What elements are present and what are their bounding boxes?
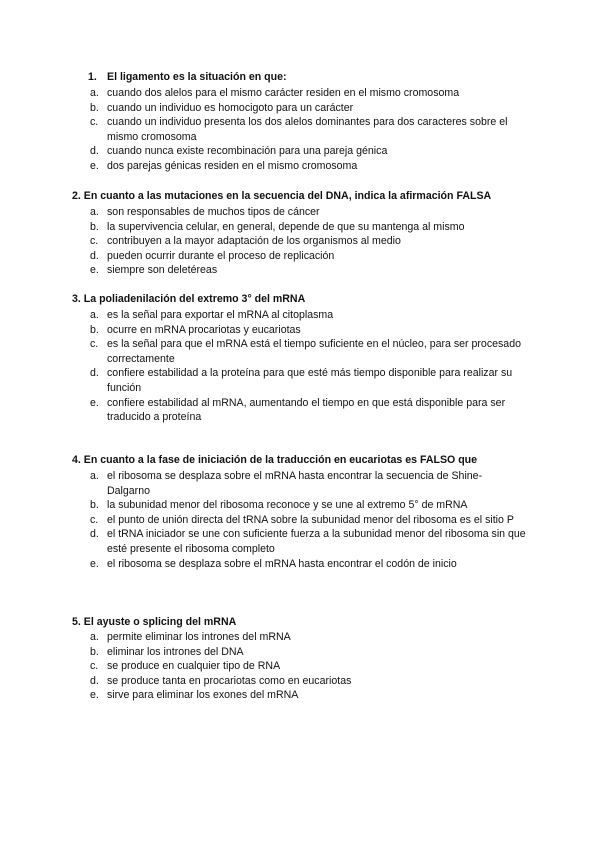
option-text: se produce tanta en procariotas como en eucariotas [107, 674, 352, 687]
option-letter: c. [90, 116, 99, 129]
option-text: confiere estabilidad a la proteína para que esté más tiempo disponible para realizar su función [107, 367, 513, 394]
option-text: la subunidad menor del ribosoma reconoce y se une al extremo 5° de mRNA [107, 499, 468, 512]
option-text: permite eliminar los intrones del mRNA [107, 631, 291, 643]
question-title: El ligamento es la situación en que: [107, 71, 287, 83]
option-letter: c. [90, 660, 99, 673]
option-letter: a. [90, 87, 99, 99]
option-text: contribuyen a la mayor adaptación de los organismos al medio [107, 235, 401, 248]
option-c [0, 115, 600, 144]
option-b [0, 101, 600, 116]
option-d [0, 527, 600, 556]
option-text: es la señal para que el mRNA está el tiempo suficiente en el núcleo, para ser procesado correctamente [107, 338, 521, 365]
option-text: cuando dos alelos para el mismo carácter residen en el mismo cromosoma [107, 87, 460, 99]
option-letter: b. [90, 645, 99, 658]
option-text: es la señal para exportar el mRNA al citoplasma [107, 309, 334, 321]
option-e [0, 263, 600, 278]
option-letter: c. [90, 235, 99, 248]
option-c [0, 234, 600, 249]
option-text: siempre son deletéreas [107, 264, 218, 277]
options-list [0, 86, 600, 174]
option-letter: d. [90, 674, 99, 687]
option-c [0, 337, 600, 366]
option-text: sirve para eliminar los exones del mRNA [107, 689, 299, 702]
option-e [0, 159, 600, 174]
option-c [0, 513, 600, 528]
option-letter: d. [90, 145, 99, 158]
option-e [0, 557, 600, 572]
option-text: el ribosoma se desplaza sobre el mRNA hasta encontrar el codón de inicio [107, 557, 457, 570]
option-letter: c. [90, 513, 99, 526]
option-text: ocurre en mRNA procariotas y eucariotas [107, 323, 301, 336]
options-list [0, 308, 600, 425]
option-letter: e. [90, 396, 99, 409]
question-title: 4. En cuanto a la fase de iniciación de la traducción en eucariotas es FALSO que [72, 454, 478, 466]
option-text: pueden ocurrir durante el proceso de replicación [107, 249, 335, 262]
option-text: eliminar los intrones del DNA [107, 645, 244, 658]
option-text: dos parejas génicas residen en el mismo cromosoma [107, 159, 358, 172]
option-c [0, 659, 600, 674]
option-letter: b. [90, 101, 99, 114]
option-letter: e. [90, 689, 99, 702]
option-text: el punto de unión directa del tRNA sobre la subunidad menor del ribosoma es el sitio P [107, 513, 514, 526]
option-letter: e. [90, 557, 99, 570]
options-list [0, 205, 600, 278]
options-list [0, 630, 600, 703]
option-text: se produce en cualquier tipo de RNA [107, 660, 281, 673]
option-letter: a. [90, 470, 99, 482]
option-d [0, 249, 600, 264]
option-letter: d. [90, 249, 99, 262]
option-text: confiere estabilidad al mRNA, aumentando el tiempo en que está disponible para ser traducido a proteína [107, 396, 506, 424]
option-e [0, 688, 600, 703]
option-a [0, 86, 600, 101]
option-b [0, 323, 600, 338]
option-letter: a. [90, 206, 99, 218]
option-text: la supervivencia celular, en general, depende de que su mantenga al mismo [107, 220, 465, 233]
option-letter: a. [90, 631, 99, 643]
question-title: 2. En cuanto a las mutaciones en la secuencia del DNA, indica la afirmación FALSA [72, 190, 492, 202]
option-d [0, 674, 600, 689]
option-d [0, 144, 600, 159]
option-letter: d. [90, 367, 99, 380]
option-a [0, 308, 600, 323]
option-text: el ribosoma se desplaza sobre el mRNA hasta encontrar la secuencia de Shine-Dalgarno [107, 470, 483, 497]
option-letter: d. [90, 528, 99, 541]
option-b [0, 498, 600, 513]
option-a [0, 205, 600, 220]
option-d [0, 366, 600, 395]
options-list [0, 469, 600, 571]
option-b [0, 645, 600, 660]
option-text: son responsables de muchos tipos de cáncer [107, 206, 320, 218]
option-text: cuando un individuo es homocigoto para un carácter [107, 101, 354, 114]
option-letter: b. [90, 220, 99, 233]
question-title: 3. La poliadenilación del extremo 3° del mRNA [72, 293, 306, 305]
option-text: cuando nunca existe recombinación para una pareja génica [107, 145, 388, 158]
option-a [0, 630, 600, 645]
option-letter: b. [90, 323, 99, 336]
option-text: el tRNA iniciador se une con suficiente fuerza a la subunidad menor del ribosoma sin que esté presente el ribosoma completo [107, 528, 526, 555]
option-b [0, 220, 600, 235]
question-title: 5. El ayuste o splicing del mRNA [72, 616, 237, 628]
option-e [0, 396, 600, 425]
option-letter: c. [90, 338, 99, 351]
option-text: cuando un individuo presenta los dos alelos dominantes para dos caracteres sobre el mismo cromosoma [107, 116, 508, 143]
option-letter: e. [90, 159, 99, 172]
option-a [0, 469, 600, 498]
option-letter: b. [90, 499, 99, 512]
question-number: 1. [88, 71, 97, 83]
option-letter: a. [90, 309, 99, 321]
option-letter: e. [90, 264, 99, 277]
